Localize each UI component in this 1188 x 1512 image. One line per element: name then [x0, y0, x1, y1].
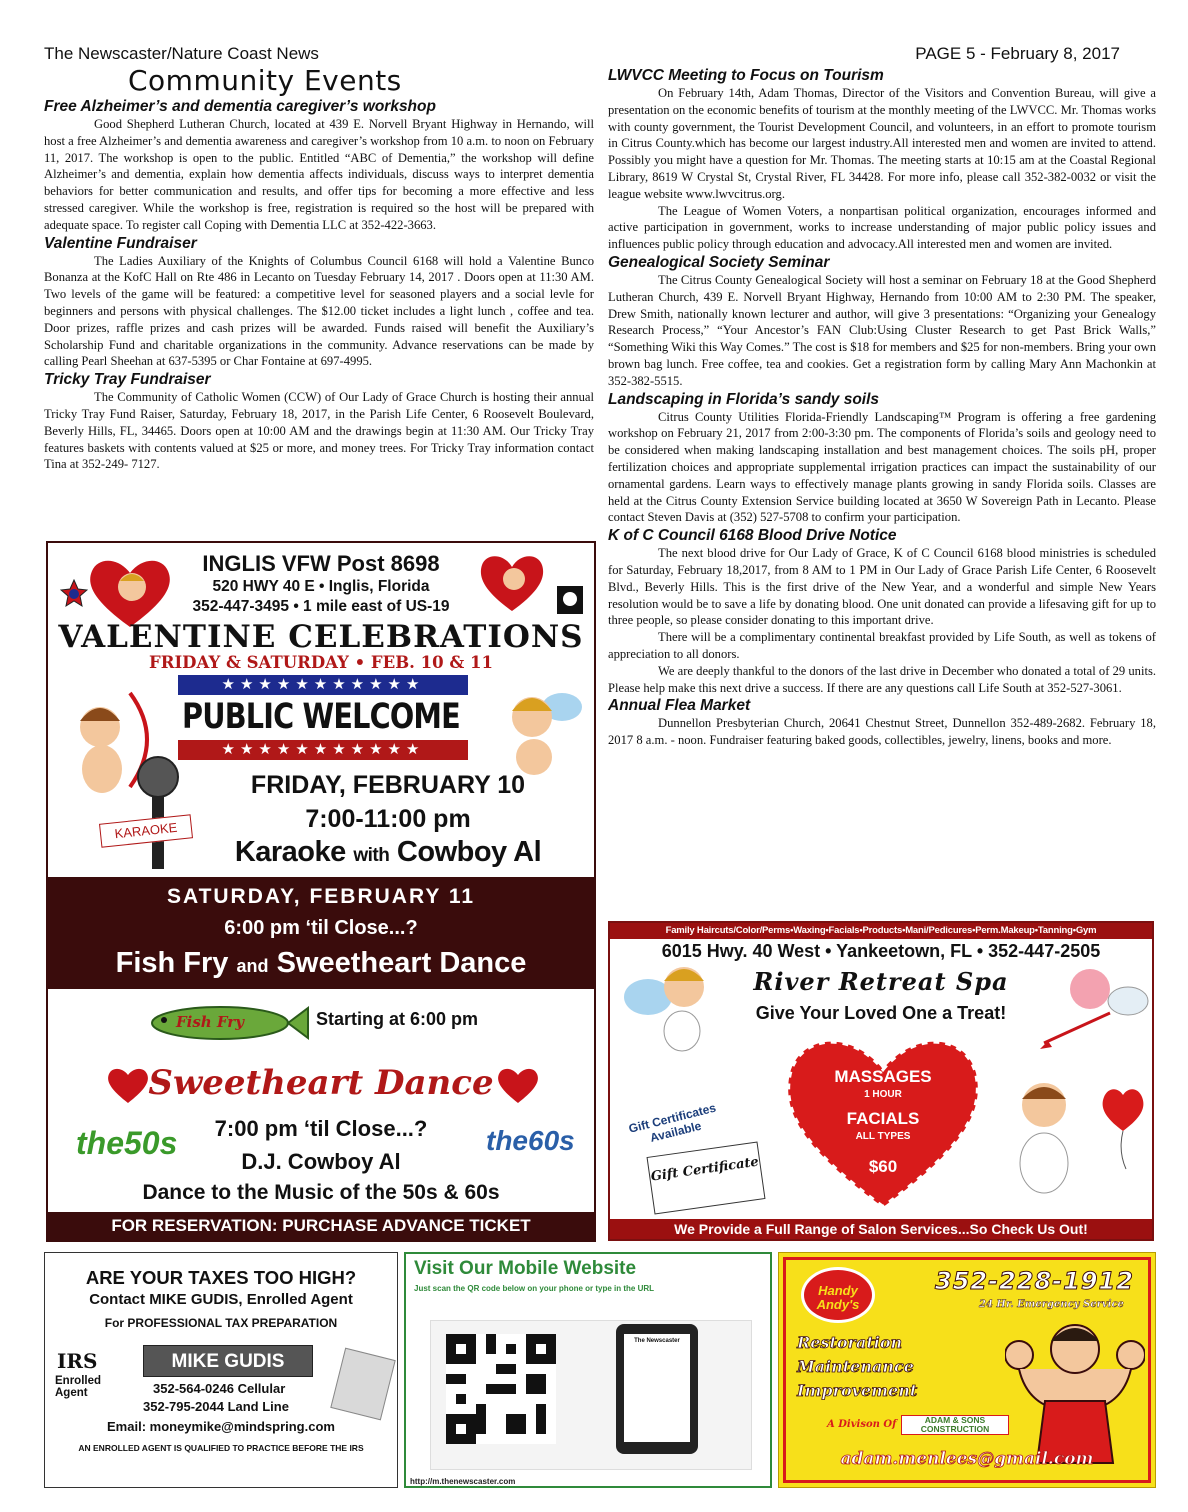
saturday-events [48, 947, 594, 980]
vfw-valentine-ad [46, 541, 596, 1242]
mobile-website-ad [404, 1252, 772, 1488]
handy-phone: 352-228-1912 [935, 1267, 1134, 1295]
article-paragraph: The Ladies Auxiliary of the Knights of Columbus Council 6168 will hold a Valentine Bunco Bonanza at the KofC Hall on Rte 486 in Lecanto on Tuesday February 14, 2017 . Doors open at 11:30 AM. Two levels of the game will be featured: a competitive level for seasoned players and a social levle for beginners and persons with physical challenges. The $12.00 ticket includes a light lunch , coffee and tea. Door prizes, raffle prizes and cash prizes will be awarded. Funds raised will benefit the Auxiliary’s Scholarship Fund and charitable organizations in the community. Advance reservations can be made by calling Pearl Sheehan at 637-5395 or Char Fontaine at 697-4995. [44, 253, 594, 369]
article-paragraph: There will be a complimentary continental breakfast provided by Life South, as well as tokens of appreciation to all donors. [608, 630, 1156, 661]
land-phone: 352-795-2044 Land Line [143, 1399, 289, 1414]
article-paragraph: On February 14th, Adam Thomas, Director of the Visitors and Convention Bureau, will give a presentation on the economic benefits of tourism at the monthly meeting of the LWVCC. Mr. Thomas works with county government, the Tourist Development Council, and volunteers, in an effort to promote tourism in Citrus County.which has become our largest industry.All interested men and women are invited to attend. Possibly you might have a question for Mr. Thomas. The meeting starts at 10:15 am at the Coastal Regional Library, 8619 W Crystal St, Crystal River, FL 34428. For more info, please call 352-382-0032 or visit the league website www.lwvcitrus.org. [608, 86, 1156, 201]
publication-name: The Newscaster/Nature Coast News [44, 44, 319, 63]
karaoke-main: Karaoke [234, 836, 346, 868]
facials-types: ALL TYPES [855, 1131, 911, 1142]
emergency-service: 24 Hr. Emergency Service [979, 1299, 1124, 1310]
vfw-top-section [48, 543, 594, 877]
article-title: LWVCC Meeting to Focus on Tourism [608, 67, 884, 84]
friday-date: FRIDAY, FEBRUARY 10 [250, 771, 526, 799]
event-fish-fry: Fish Fry [115, 947, 229, 979]
event-and: and [236, 956, 269, 976]
reservation-banner: FOR RESERVATION: PURCHASE ADVANCE TICKET [48, 1212, 594, 1240]
article-paragraph: Good Shepherd Lutheran Church, located at 439 E. Norvell Bryant Highway in Hernando, will host a free Alzheimer’s and dementia awareness and caregiver’s workshop from 10 a.m. to noon on February 11, 2017. The workshop is open to the public. Entitled “ABC of Dementia,” the workshop will define Alzheimer’s and dementia, explain how dementia affects individuals, discuss ways to interpret dementia behaviors for better communication and results, and offer tips for becoming a more effective and less stressed caregiver. While the workshop is free, registration is required so the host will be prepared with adequate space. To register call Coping with Dementia LLC at 352-422-3663. [44, 117, 594, 232]
irs-logo-icon: IRS [57, 1349, 98, 1373]
article-paragraph: The League of Women Voters, a nonpartisan political organization, encourages informed and active participation in government, works to increase understanding of major public policy issues and influences public policy through education and advocacy.All interested men and women are invited. [608, 203, 1156, 252]
gift-certificate-box: Gift Certificate [647, 1141, 766, 1214]
article-title: Free Alzheimer’s and dementia caregiver’s workshop [44, 98, 436, 115]
sweetheart-dance-script: Sweetheart Dance [148, 1063, 494, 1103]
stars-banner-bottom: ★★★★★★★★★★★ [178, 740, 468, 760]
article-alzheimers [44, 98, 594, 234]
vfw-dates: FRIDAY & SATURDAY • FEB. 10 & 11 [149, 653, 493, 672]
vfw-address: 520 HWY 40 E • Inglis, Florida [212, 578, 430, 595]
music-line: Dance to the Music of the 50s & 60s [142, 1181, 500, 1204]
price: $60 [868, 1157, 898, 1176]
article-paragraph: The next blood drive for Our Lady of Grace, K of C Council 6168 blood ministries is scheduled for Saturday, February 18,2017, from 8 AM to 1 PM in Our Lady of Grace Parish Life Center, 6 Roosevelt Blvd., Beverly Hills. This is the first drive of the New Year, and a wonderful and simple New Years resolution would be to save a life by donating blood. One unit donated can provide a lifesaving gift for up to three people, so please consider donating to this important drive. [608, 546, 1156, 628]
tax-disclaimer: AN ENROLLED AGENT IS QUALIFIED TO PRACTICE BEFORE THE IRS [78, 1443, 364, 1453]
the-60s-logo: the60s [486, 1125, 575, 1156]
tax-service: For PROFESSIONAL TAX PREPARATION [104, 1316, 338, 1330]
vfw-phone: 352-447-3495 • 1 mile east of US-19 [192, 598, 450, 615]
cherub-icon [618, 957, 728, 1057]
article-paragraph: Dunnellon Presbyterian Church, 20641 Chestnut Street, Dunnellon 352-489-2682. February 18, 2017 8 a.m. - noon. Fundraiser featuring baked goods, collectibles, jewelry, linens, books and more. [608, 716, 1156, 748]
public-welcome: PUBLIC WELCOME [182, 697, 460, 737]
vfw-name: INGLIS VFW Post 8698 [202, 551, 440, 576]
handy-andy-ad [778, 1252, 1156, 1488]
handy-andy-logo: Handy Andy's [801, 1267, 875, 1323]
phone-screen: The Newscaster [624, 1334, 690, 1442]
spa-address: 6015 Hwy. 40 West • Yankeetown, FL • 352-447-2505 [661, 941, 1101, 961]
fish-fry-start: Starting at 6:00 pm [316, 1009, 479, 1029]
left-column [44, 97, 594, 473]
dance-time: 7:00 pm ‘til Close...? [214, 1116, 428, 1141]
karaoke-line [188, 836, 588, 869]
massages-label: MASSAGES [834, 1067, 932, 1086]
spa-tagline: Give Your Loved One a Treat! [755, 1003, 1007, 1023]
article-title: Valentine Fundraiser [44, 234, 197, 252]
strongman-mascot-icon [1005, 1315, 1145, 1465]
karaoke-host: Cowboy Al [396, 836, 542, 868]
enrolled-agent-label: Enrolled Agent [55, 1375, 102, 1399]
tax-email: Email: moneymike@mindspring.com [107, 1419, 335, 1434]
vfw-headline: VALENTINE CELEBRATIONS [58, 619, 584, 655]
handy-email[interactable]: adam.menlees@gmail.com [840, 1449, 1094, 1469]
dj-name: D.J. Cowboy Al [241, 1149, 401, 1174]
the-50s-logo: the50s [76, 1125, 178, 1161]
massages-duration: 1 HOUR [864, 1089, 902, 1100]
friday-time: 7:00-11:00 pm [305, 805, 471, 833]
saturday-date: SATURDAY, FEBRUARY 11 [166, 885, 476, 908]
gift-certificates-label: Gift Certificates Available [627, 1100, 718, 1145]
tax-documents-icon [330, 1348, 395, 1421]
mobile-subtitle: Just scan the QR code below on your phone or type in the URL [414, 1284, 655, 1293]
facials-label: FACIALS [846, 1109, 920, 1128]
service-improvement: Improvement [797, 1381, 918, 1400]
spa-footer: We Provide a Full Range of Salon Services...So Check Us Out! [610, 1219, 1152, 1239]
article-genealogical [608, 254, 1156, 390]
agent-name: MIKE GUDIS [143, 1345, 313, 1377]
cherub-with-arrow-icon [486, 677, 586, 781]
karaoke-sign: KARAOKE [99, 814, 193, 847]
saturday-time: 6:00 pm ‘til Close...? [224, 917, 418, 939]
service-restoration: Restoration [797, 1333, 903, 1352]
qr-code-icon [446, 1334, 556, 1444]
article-paragraph: The Community of Catholic Women (CCW) of Our Lady of Grace Church is hosting their annual Tricky Tray Fund Raiser, Saturday, February 18, 2017, in the Parish Life Center, 6 Roosevelt Boulevard, Beverly Hills, FL, 34465. Doors open at 10:00 AM and the drawings begin at 11:30 AM. Our Tricky Tray features baskets with contents valued at $25 or more, and money trees. For Tricky Tray information contact Tina at 352-249- 7127. [44, 390, 594, 472]
tax-ad [44, 1252, 398, 1488]
right-column [608, 66, 1156, 749]
karaoke-with: with [353, 845, 390, 866]
article-title: K of C Council 6168 Blood Drive Notice [608, 527, 897, 545]
service-maintenance: Maintenance [797, 1357, 914, 1376]
article-tricky-tray [44, 371, 594, 473]
article-paragraph: We are deeply thankful to the donors of the last drive in December who donated a total of 29 units. Please help make this next drive a success. If there are any questions call Life South at 352-527-3061. [608, 663, 1156, 695]
article-landscaping [608, 391, 1156, 527]
cupid-with-arrow-icon [1040, 957, 1150, 1057]
saturday-band [48, 877, 594, 989]
heart-balloon-icon [1098, 1081, 1148, 1171]
page-number-date: PAGE 5 - February 8, 2017 [915, 44, 1120, 63]
event-sweetheart-dance: Sweetheart Dance [276, 947, 527, 979]
article-valentine-fundraiser [44, 235, 594, 371]
tax-headline: ARE YOUR TAXES TOO HIGH? [85, 1267, 357, 1288]
article-title: Landscaping in Florida’s sandy soils [608, 390, 880, 408]
microphone-icon [128, 755, 188, 871]
article-paragraph: Citrus County Utilities Florida-Friendly Landscaping™ Program is offering a free gardening workshop on February 21, 2017 from 2:00-3:30 pm. The components of Florida’s soils and geology need to be considered when making landscaping installation and best management choices. The soils pH, proper fertilization choices and appropriate supplemental irrigation practices can impact the sustainability of our ornamental gardens. Learn ways to effectively manage plants growing in sandy Florida soils. Classes are held at the Citrus County Extension Service building located at 3650 W Sovereign Path in Lecanto. Please contact Steven Davis at (352) 527-5708 to confirm your participation. [608, 409, 1156, 525]
article-lwvcc [608, 67, 1156, 253]
article-title: Genealogical Society Seminar [608, 253, 830, 271]
fish-fry-label: Fish Fry [176, 1013, 244, 1031]
mobile-url[interactable]: http://m.thenewscaster.com [410, 1477, 516, 1486]
article-title: Tricky Tray Fundraiser [44, 371, 211, 389]
spa-name: River Retreat Spa [753, 967, 1009, 996]
division-label: A Divison Of [827, 1419, 897, 1430]
construction-company: ADAM & SONS CONSTRUCTION [901, 1415, 1009, 1435]
article-paragraph: The Citrus County Genealogical Society will host a seminar on February 18 at the Good Shepherd Lutheran Church, 439 E. Norvell Bryant Highway, Hernando from 10:00 AM to 2:30 PM. The speaker, Drew Smith, nationally known lecturer and author, will give 3 presentations: “Organizing your Genealogy Research Process,” “Your Ancestor’s FAN Club:Using Cluster Research to get Past Brick Walls,” “Something Wiki this Way Comes.” The cost is $18 for members and $25 for non-members. Bring your own brown bag lunch. Free coffee, tea and cookies. Get a registration form by calling Mary Ann Machonkin at 352-382-5515. [608, 272, 1156, 388]
stars-banner-top: ★★★★★★★★★★★ [178, 675, 468, 695]
cell-phone: 352-564-0246 Cellular [153, 1381, 286, 1396]
spa-ad [608, 921, 1154, 1241]
mobile-title: Visit Our Mobile Website [414, 1258, 637, 1279]
section-title: Community Events [128, 64, 402, 97]
article-flea-market [608, 697, 1156, 749]
cupid-with-bow-icon [994, 1071, 1094, 1211]
article-title: Annual Flea Market [608, 697, 751, 715]
article-blood-drive [608, 527, 1156, 696]
tax-contact: Contact MIKE GUDIS, Enrolled Agent [89, 1291, 353, 1308]
spa-services-strip: Family Haircuts/Color/Perms•Waxing•Facials•Products•Mani/Pedicures•Perm.Makeup•Tanning•Gym [610, 923, 1152, 939]
